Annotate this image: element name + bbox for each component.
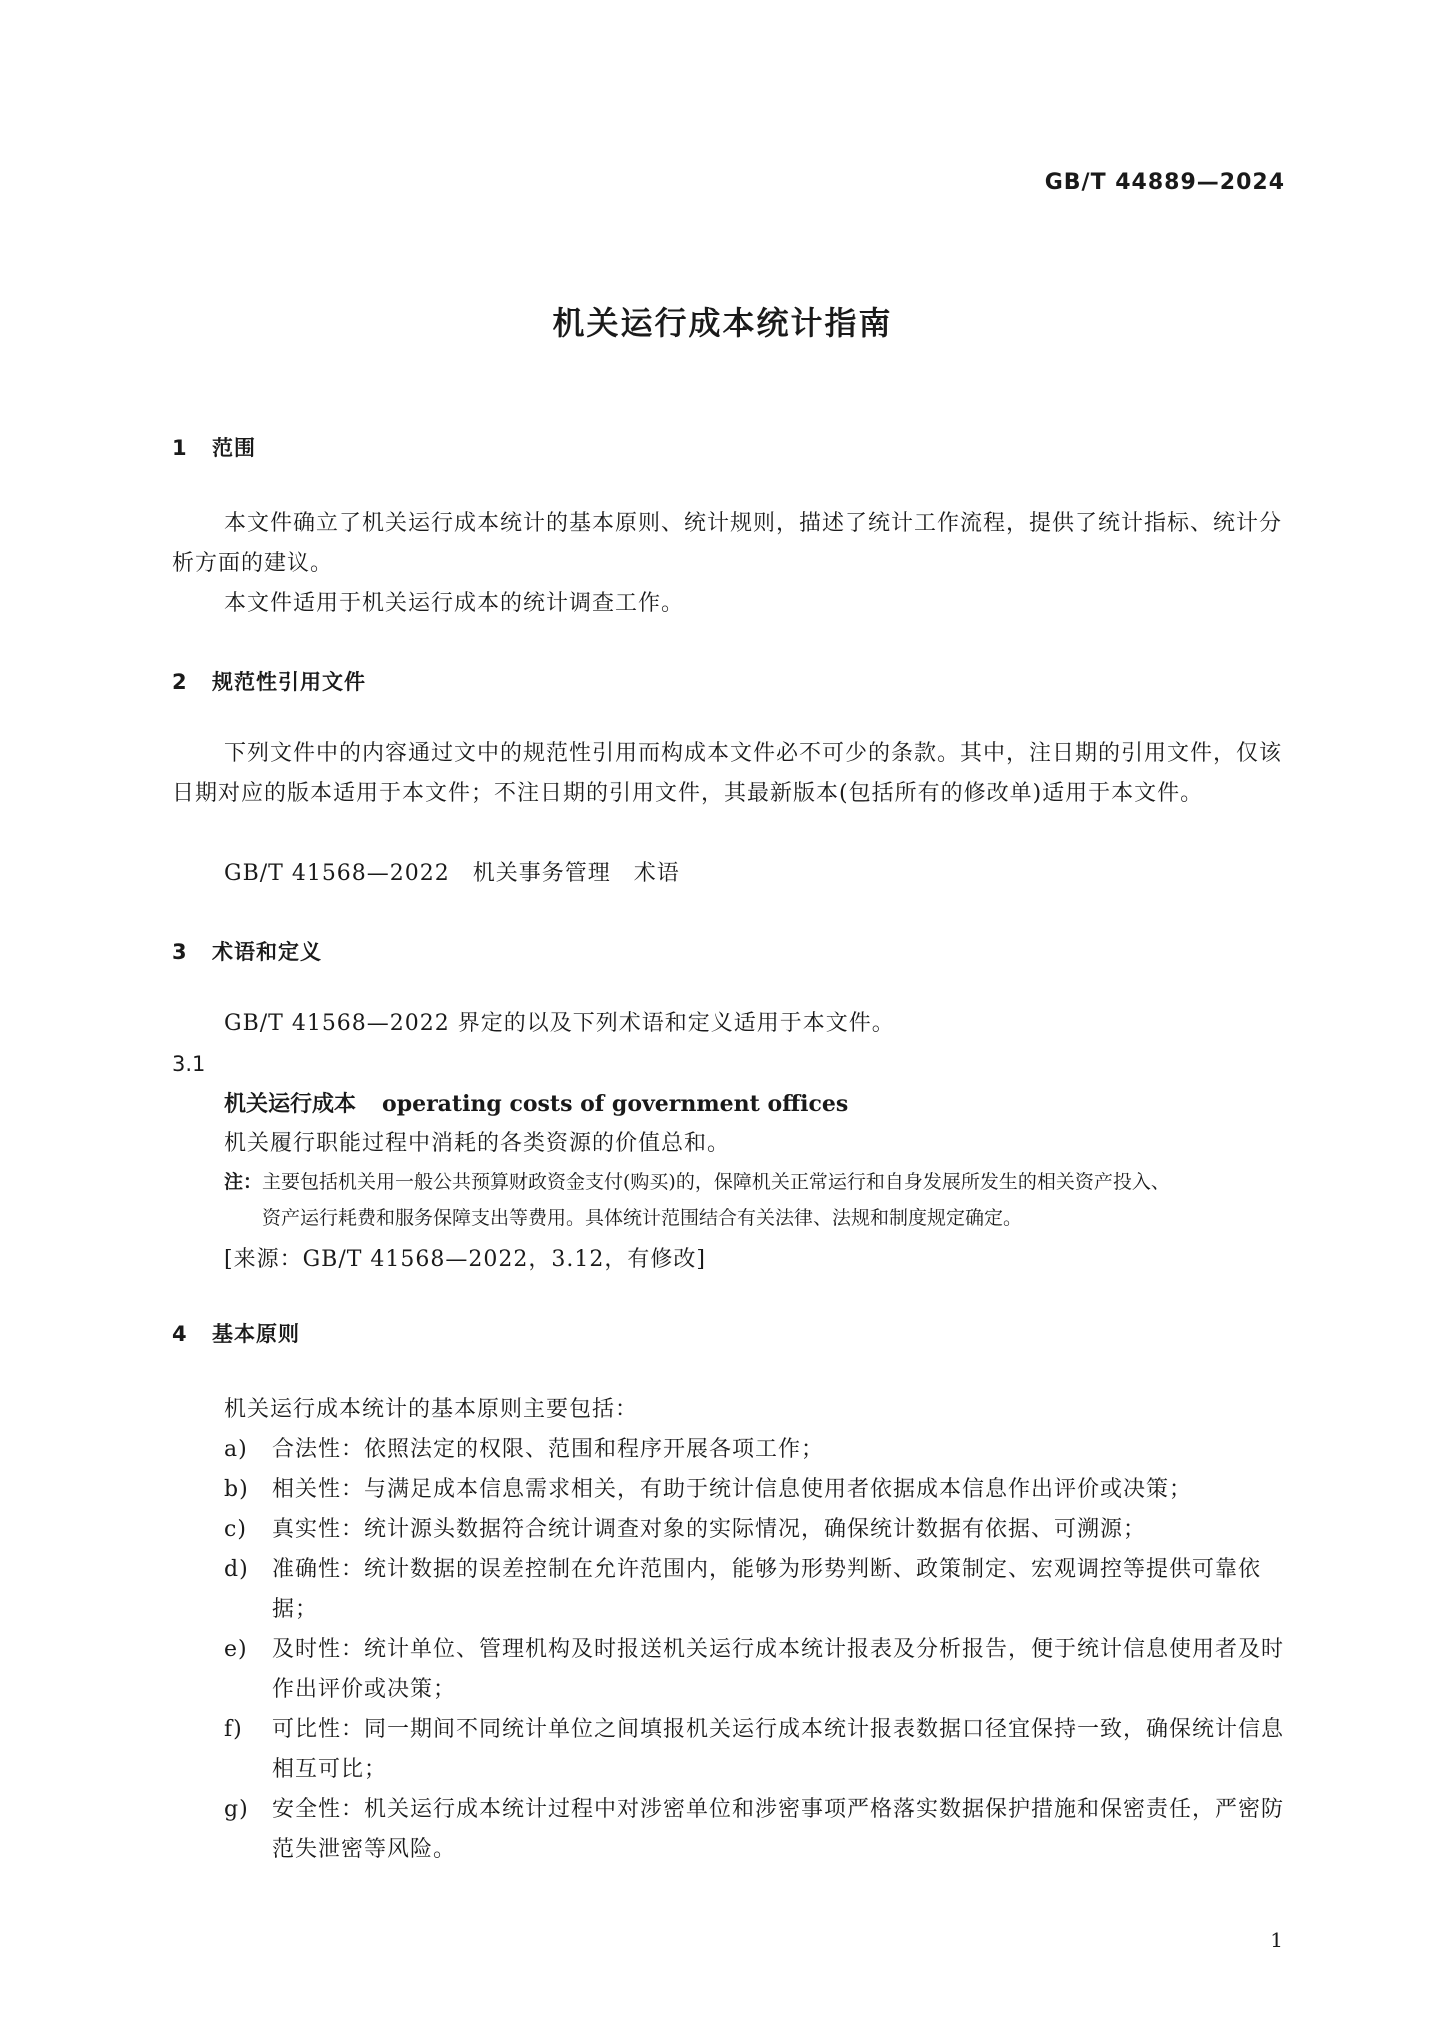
- section-2-heading: [172, 666, 366, 696]
- section-2-paragraph-1: 下列文件中的内容通过文中的规范性引用而构成本文件必不可少的条款。其中，注日期的引用文件，仅该日期对应的版本适用于本文件；不注日期的引用文件，其最新版本(包括所有的修改单)适用于本文件。: [172, 741, 1283, 806]
- list-marker: d): [224, 1557, 249, 1582]
- list-marker: c): [224, 1517, 247, 1542]
- section-title: 术语和定义: [212, 940, 322, 964]
- section-4-heading: [172, 1318, 300, 1348]
- list-marker: a): [224, 1437, 248, 1462]
- term-definition: 机关履行职能过程中消耗的各类资源的价值总和。: [224, 1131, 731, 1156]
- list-item: [224, 1470, 1286, 1510]
- section-3-paragraph-1: GB/T 41568—2022 界定的以及下列术语和定义适用于本文件。: [224, 1011, 895, 1036]
- section-title: 范围: [212, 436, 256, 460]
- term-entry: [224, 1084, 848, 1125]
- term-note: [224, 1164, 1286, 1236]
- page-number: 1: [1270, 1928, 1283, 1952]
- document-code: GB/T 44889—2024: [1044, 170, 1285, 195]
- list-marker: f): [224, 1717, 243, 1742]
- section-number: 1: [172, 436, 188, 460]
- list-item: [224, 1710, 1286, 1790]
- list-item-text: 可比性：同一期间不同统计单位之间填报机关运行成本统计报表数据口径宜保持一致，确保统计信息相互可比；: [272, 1717, 1285, 1782]
- section-number: 3: [172, 940, 188, 964]
- section-title: 基本原则: [212, 1322, 300, 1346]
- note-line-2: 资产运行耗费和服务保障支出等费用。具体统计范围结合有关法律、法规和制度规定确定。: [262, 1207, 1023, 1229]
- list-item-text: 准确性：统计数据的误差控制在允许范围内，能够为形势判断、政策制定、宏观调控等提供可靠依据；: [272, 1557, 1262, 1622]
- section-1-paragraph-1: 本文件确立了机关运行成本统计的基本原则、统计规则，描述了统计工作流程，提供了统计指标、统计分析方面的建议。: [172, 511, 1283, 576]
- list-item: [224, 1510, 1286, 1550]
- list-item: [224, 1550, 1286, 1630]
- section-1-paragraph-2: 本文件适用于机关运行成本的统计调查工作。: [224, 591, 685, 616]
- section-1-heading: [172, 432, 256, 462]
- note-label: 注：: [224, 1171, 263, 1193]
- section-number: 2: [172, 670, 188, 694]
- term-english: operating costs of government offices: [382, 1091, 849, 1117]
- list-marker: g): [224, 1797, 249, 1822]
- list-item-text: 安全性：机关运行成本统计过程中对涉密单位和涉密事项严格落实数据保护措施和保密责任，严密防范失泄密等风险。: [272, 1797, 1285, 1862]
- term-source: [来源：GB/T 41568—2022，3.12，有修改]: [224, 1247, 706, 1272]
- list-item-text: 真实性：统计源头数据符合统计调查对象的实际情况，确保统计数据有依据、可溯源；: [272, 1517, 1147, 1542]
- section-number: 4: [172, 1322, 188, 1346]
- clause-number: 3.1: [172, 1052, 206, 1076]
- section-title: 规范性引用文件: [212, 670, 366, 694]
- list-item-text: 及时性：统计单位、管理机构及时报送机关运行成本统计报表及分析报告，便于统计信息使用者及时作出评价或决策；: [272, 1637, 1285, 1702]
- term-chinese: 机关运行成本: [224, 1092, 357, 1117]
- list-item-text: 相关性：与满足成本信息需求相关，有助于统计信息使用者依据成本信息作出评价或决策；: [272, 1477, 1193, 1502]
- document-title: 机关运行成本统计指南: [552, 304, 893, 342]
- section-4-intro: 机关运行成本统计的基本原则主要包括：: [224, 1397, 639, 1422]
- normative-reference: GB/T 41568—2022 机关事务管理 术语: [224, 861, 680, 886]
- note-line-1: 主要包括机关用一般公共预算财政资金支付(购买)的，保障机关正常运行和自身发展所发生的相关资产投入、: [262, 1171, 1170, 1193]
- list-marker: e): [224, 1637, 248, 1662]
- list-item: [224, 1790, 1286, 1870]
- section-3-heading: [172, 936, 322, 966]
- list-item: [224, 1430, 1286, 1470]
- list-item: [224, 1630, 1286, 1710]
- list-item-text: 合法性：依照法定的权限、范围和程序开展各项工作；: [272, 1437, 825, 1462]
- list-marker: b): [224, 1477, 249, 1502]
